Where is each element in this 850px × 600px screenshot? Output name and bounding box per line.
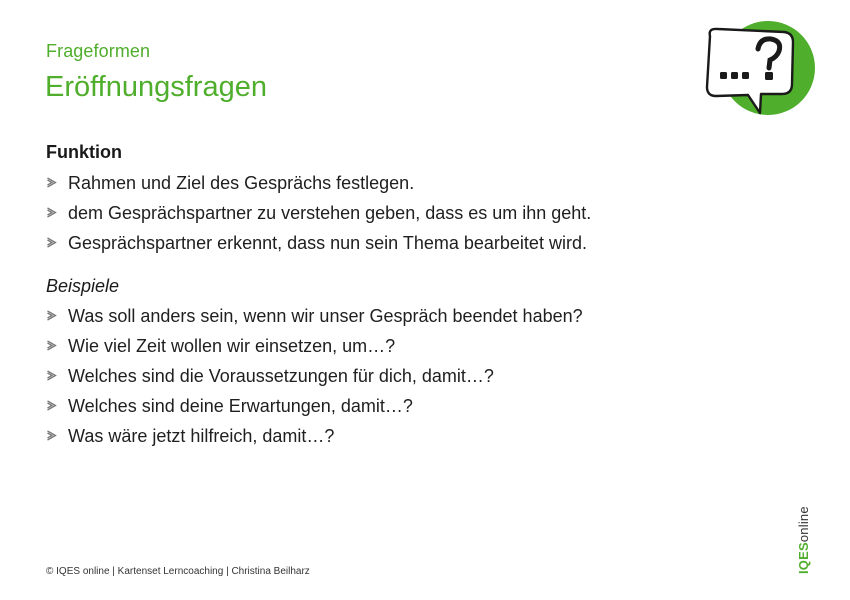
list-item-text: Wie viel Zeit wollen wir einsetzen, um…? (68, 336, 396, 356)
page-title: Eröffnungsfragen (45, 71, 267, 103)
arrow-bullet-icon (46, 310, 57, 321)
list-item (46, 395, 583, 425)
list-item (46, 425, 583, 455)
list-item-text: Rahmen und Ziel des Gesprächs festlegen. (68, 173, 415, 193)
brand-online: online (796, 506, 811, 543)
arrow-bullet-icon (46, 400, 57, 411)
section-heading-beispiele: Beispiele (46, 276, 120, 296)
speech-bubble-question-icon (698, 16, 820, 120)
brand-vertical-logo (796, 506, 811, 574)
list-item-text: Welches sind die Voraussetzungen für dich, damit…? (68, 366, 494, 386)
kicker: Frageformen (46, 41, 151, 61)
list-item-text: Gesprächspartner erkennt, dass nun sein Thema bearbeitet wird. (68, 233, 587, 253)
arrow-bullet-icon (46, 237, 57, 248)
logo-dot (720, 72, 727, 79)
logo-question-dot (765, 72, 773, 80)
arrow-bullet-icon (46, 177, 57, 188)
beispiele-list (46, 305, 583, 455)
list-item (46, 202, 591, 232)
arrow-bullet-icon (46, 430, 57, 441)
list-item (46, 232, 591, 262)
list-item-text: Welches sind deine Erwartungen, damit…? (68, 396, 413, 416)
section-heading-funktion: Funktion (46, 142, 122, 162)
arrow-bullet-icon (46, 370, 57, 381)
brand-iqes: IQES (796, 542, 811, 574)
footer-copyright: © IQES online | Kartenset Lerncoaching | Christina Beilharz (46, 566, 310, 577)
logo-dot (742, 72, 749, 79)
list-item (46, 335, 583, 365)
list-item-text: Was soll anders sein, wenn wir unser Gespräch beendet haben? (68, 306, 583, 326)
logo-dot (731, 72, 738, 79)
arrow-bullet-icon (46, 207, 57, 218)
funktion-list (46, 172, 591, 262)
list-item (46, 365, 583, 395)
list-item-text: dem Gesprächspartner zu verstehen geben, dass es um ihn geht. (68, 203, 592, 223)
list-item (46, 305, 583, 335)
list-item (46, 172, 591, 202)
list-item-text: Was wäre jetzt hilfreich, damit…? (68, 426, 335, 446)
arrow-bullet-icon (46, 340, 57, 351)
